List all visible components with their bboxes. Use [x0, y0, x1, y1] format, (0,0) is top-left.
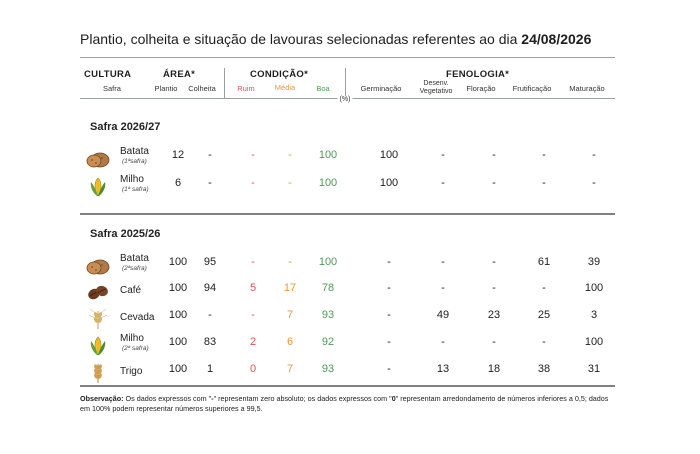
top-rule — [80, 57, 615, 58]
cell-media: - — [288, 149, 292, 161]
cell-plantio: 100 — [168, 282, 188, 294]
section-rule — [80, 213, 615, 215]
crop-milho — [86, 174, 246, 200]
header-fenologia: FENOLOGIA* — [446, 69, 510, 80]
potato-icon — [86, 255, 110, 277]
cell-boa: 93 — [321, 309, 335, 321]
header-germinacao: Germinação — [360, 84, 402, 93]
cell-plantio: 6 — [174, 177, 182, 189]
crop-name: Cevada — [120, 312, 155, 323]
cell-media: 7 — [286, 363, 294, 375]
crop-season: (2ª safra) — [122, 345, 149, 352]
cell-germinacao: - — [387, 363, 391, 375]
cell-maturacao: - — [592, 149, 596, 161]
cell-germinacao: 100 — [379, 149, 399, 161]
header-plantio: Plantio — [154, 84, 178, 93]
crop-season: (1ª safra) — [122, 186, 149, 193]
barley-icon — [86, 308, 110, 330]
cell-media: 6 — [286, 336, 294, 348]
cell-ruim: 0 — [249, 363, 257, 375]
crop-cevada — [86, 306, 246, 332]
cell-media: 17 — [283, 282, 297, 294]
cell-desenv: 49 — [436, 309, 450, 321]
cell-maturacao: 100 — [584, 282, 604, 294]
cell-plantio: 100 — [168, 309, 188, 321]
cell-germinacao: - — [387, 282, 391, 294]
cell-frutificacao: - — [542, 336, 546, 348]
crop-season: (2ªsafra) — [122, 265, 147, 272]
section-label-2025: Safra 2025/26 — [90, 228, 161, 240]
cell-desenv: - — [441, 149, 445, 161]
cell-boa: 100 — [318, 177, 338, 189]
section-label-2026: Safra 2026/27 — [90, 121, 161, 133]
crop-cafe — [86, 279, 246, 305]
wheat-icon — [86, 362, 110, 384]
header-separator-2 — [345, 68, 346, 98]
cell-ruim: - — [251, 177, 255, 189]
footnote: Observação: Os dados expressos com "-" representam zero absoluto; os dados expressos com "0" representam arredondamento de números inferiores a 0,5; dados em 100% podem representar números superiores a 99,5. — [80, 394, 609, 413]
crop-name: Milho — [120, 333, 144, 344]
cell-floracao: - — [492, 256, 496, 268]
cell-media: - — [288, 256, 292, 268]
cell-floracao: - — [492, 177, 496, 189]
coffee-icon — [86, 281, 110, 303]
crop-batata — [86, 253, 246, 279]
crop-milho — [86, 333, 246, 359]
cell-maturacao: 31 — [587, 363, 601, 375]
crop-batata — [86, 146, 246, 172]
cell-floracao: - — [492, 336, 496, 348]
cell-colheita: 1 — [206, 363, 214, 375]
cell-germinacao: - — [387, 309, 391, 321]
header-boa: Boa — [316, 84, 330, 93]
percent-unit: (%) — [339, 96, 351, 103]
potato-icon — [86, 148, 110, 170]
cell-floracao: 18 — [487, 363, 501, 375]
page-title: Plantio, colheita e situação de lavouras selecionadas referentes ao dia 24/08/2026 — [80, 31, 592, 47]
header-floracao: Floração — [466, 84, 496, 93]
cell-colheita: - — [208, 149, 212, 161]
cell-frutificacao: - — [542, 282, 546, 294]
crop-name: Batata — [120, 146, 149, 157]
cell-desenv: - — [441, 336, 445, 348]
crop-name: Batata — [120, 253, 149, 264]
cell-colheita: - — [208, 177, 212, 189]
header-separator-1 — [224, 68, 225, 98]
cell-frutificacao: 61 — [537, 256, 551, 268]
cell-frutificacao: - — [542, 149, 546, 161]
cell-maturacao: 39 — [587, 256, 601, 268]
header-condicao: CONDIÇÃO* — [250, 69, 309, 80]
cell-germinacao: - — [387, 256, 391, 268]
bottom-rule — [80, 385, 615, 387]
cell-desenv: - — [441, 282, 445, 294]
header-safra: Safra — [103, 84, 121, 93]
cell-germinacao: 100 — [379, 177, 399, 189]
cell-boa: 92 — [321, 336, 335, 348]
cell-desenv: - — [441, 177, 445, 189]
cell-boa: 78 — [321, 282, 335, 294]
cell-ruim: 2 — [249, 336, 257, 348]
header-cultura: CULTURA — [84, 69, 132, 80]
corn-icon — [86, 335, 110, 357]
header-maturacao: Maturação — [569, 84, 605, 93]
cell-colheita: 95 — [203, 256, 217, 268]
cell-media: - — [288, 177, 292, 189]
cell-plantio: 100 — [168, 336, 188, 348]
header-area: ÁREA* — [163, 69, 196, 80]
cell-ruim: - — [251, 256, 255, 268]
cell-plantio: 100 — [168, 363, 188, 375]
cell-plantio: 100 — [168, 256, 188, 268]
cell-frutificacao: - — [542, 177, 546, 189]
cell-ruim: 5 — [249, 282, 257, 294]
cell-media: 7 — [286, 309, 294, 321]
cell-plantio: 12 — [171, 149, 185, 161]
cell-maturacao: 3 — [590, 309, 598, 321]
header-media: Média — [274, 83, 296, 92]
cell-boa: 100 — [318, 256, 338, 268]
cell-boa: 100 — [318, 149, 338, 161]
crop-season: (1ªsafra) — [122, 158, 147, 165]
cell-ruim: - — [251, 149, 255, 161]
cell-frutificacao: 25 — [537, 309, 551, 321]
cell-colheita: 83 — [203, 336, 217, 348]
cell-frutificacao: 38 — [537, 363, 551, 375]
cell-ruim: - — [251, 309, 255, 321]
header-desenv: Desenv. Vegetativo — [419, 80, 453, 95]
cell-desenv: - — [441, 256, 445, 268]
cell-colheita: - — [208, 309, 212, 321]
header-frutificacao: Frutificação — [512, 84, 552, 93]
crop-name: Trigo — [120, 366, 143, 377]
cell-colheita: 94 — [203, 282, 217, 294]
cell-maturacao: - — [592, 177, 596, 189]
cell-floracao: - — [492, 282, 496, 294]
header-colheita: Colheita — [188, 84, 216, 93]
cell-desenv: 13 — [436, 363, 450, 375]
crop-trigo — [86, 360, 246, 386]
cell-floracao: - — [492, 149, 496, 161]
crop-name: Café — [120, 285, 142, 296]
header-ruim: Ruim — [237, 84, 255, 93]
crop-name: Milho — [120, 174, 144, 185]
cell-germinacao: - — [387, 336, 391, 348]
cell-floracao: 23 — [487, 309, 501, 321]
cell-boa: 93 — [321, 363, 335, 375]
corn-icon — [86, 176, 110, 198]
cell-maturacao: 100 — [584, 336, 604, 348]
